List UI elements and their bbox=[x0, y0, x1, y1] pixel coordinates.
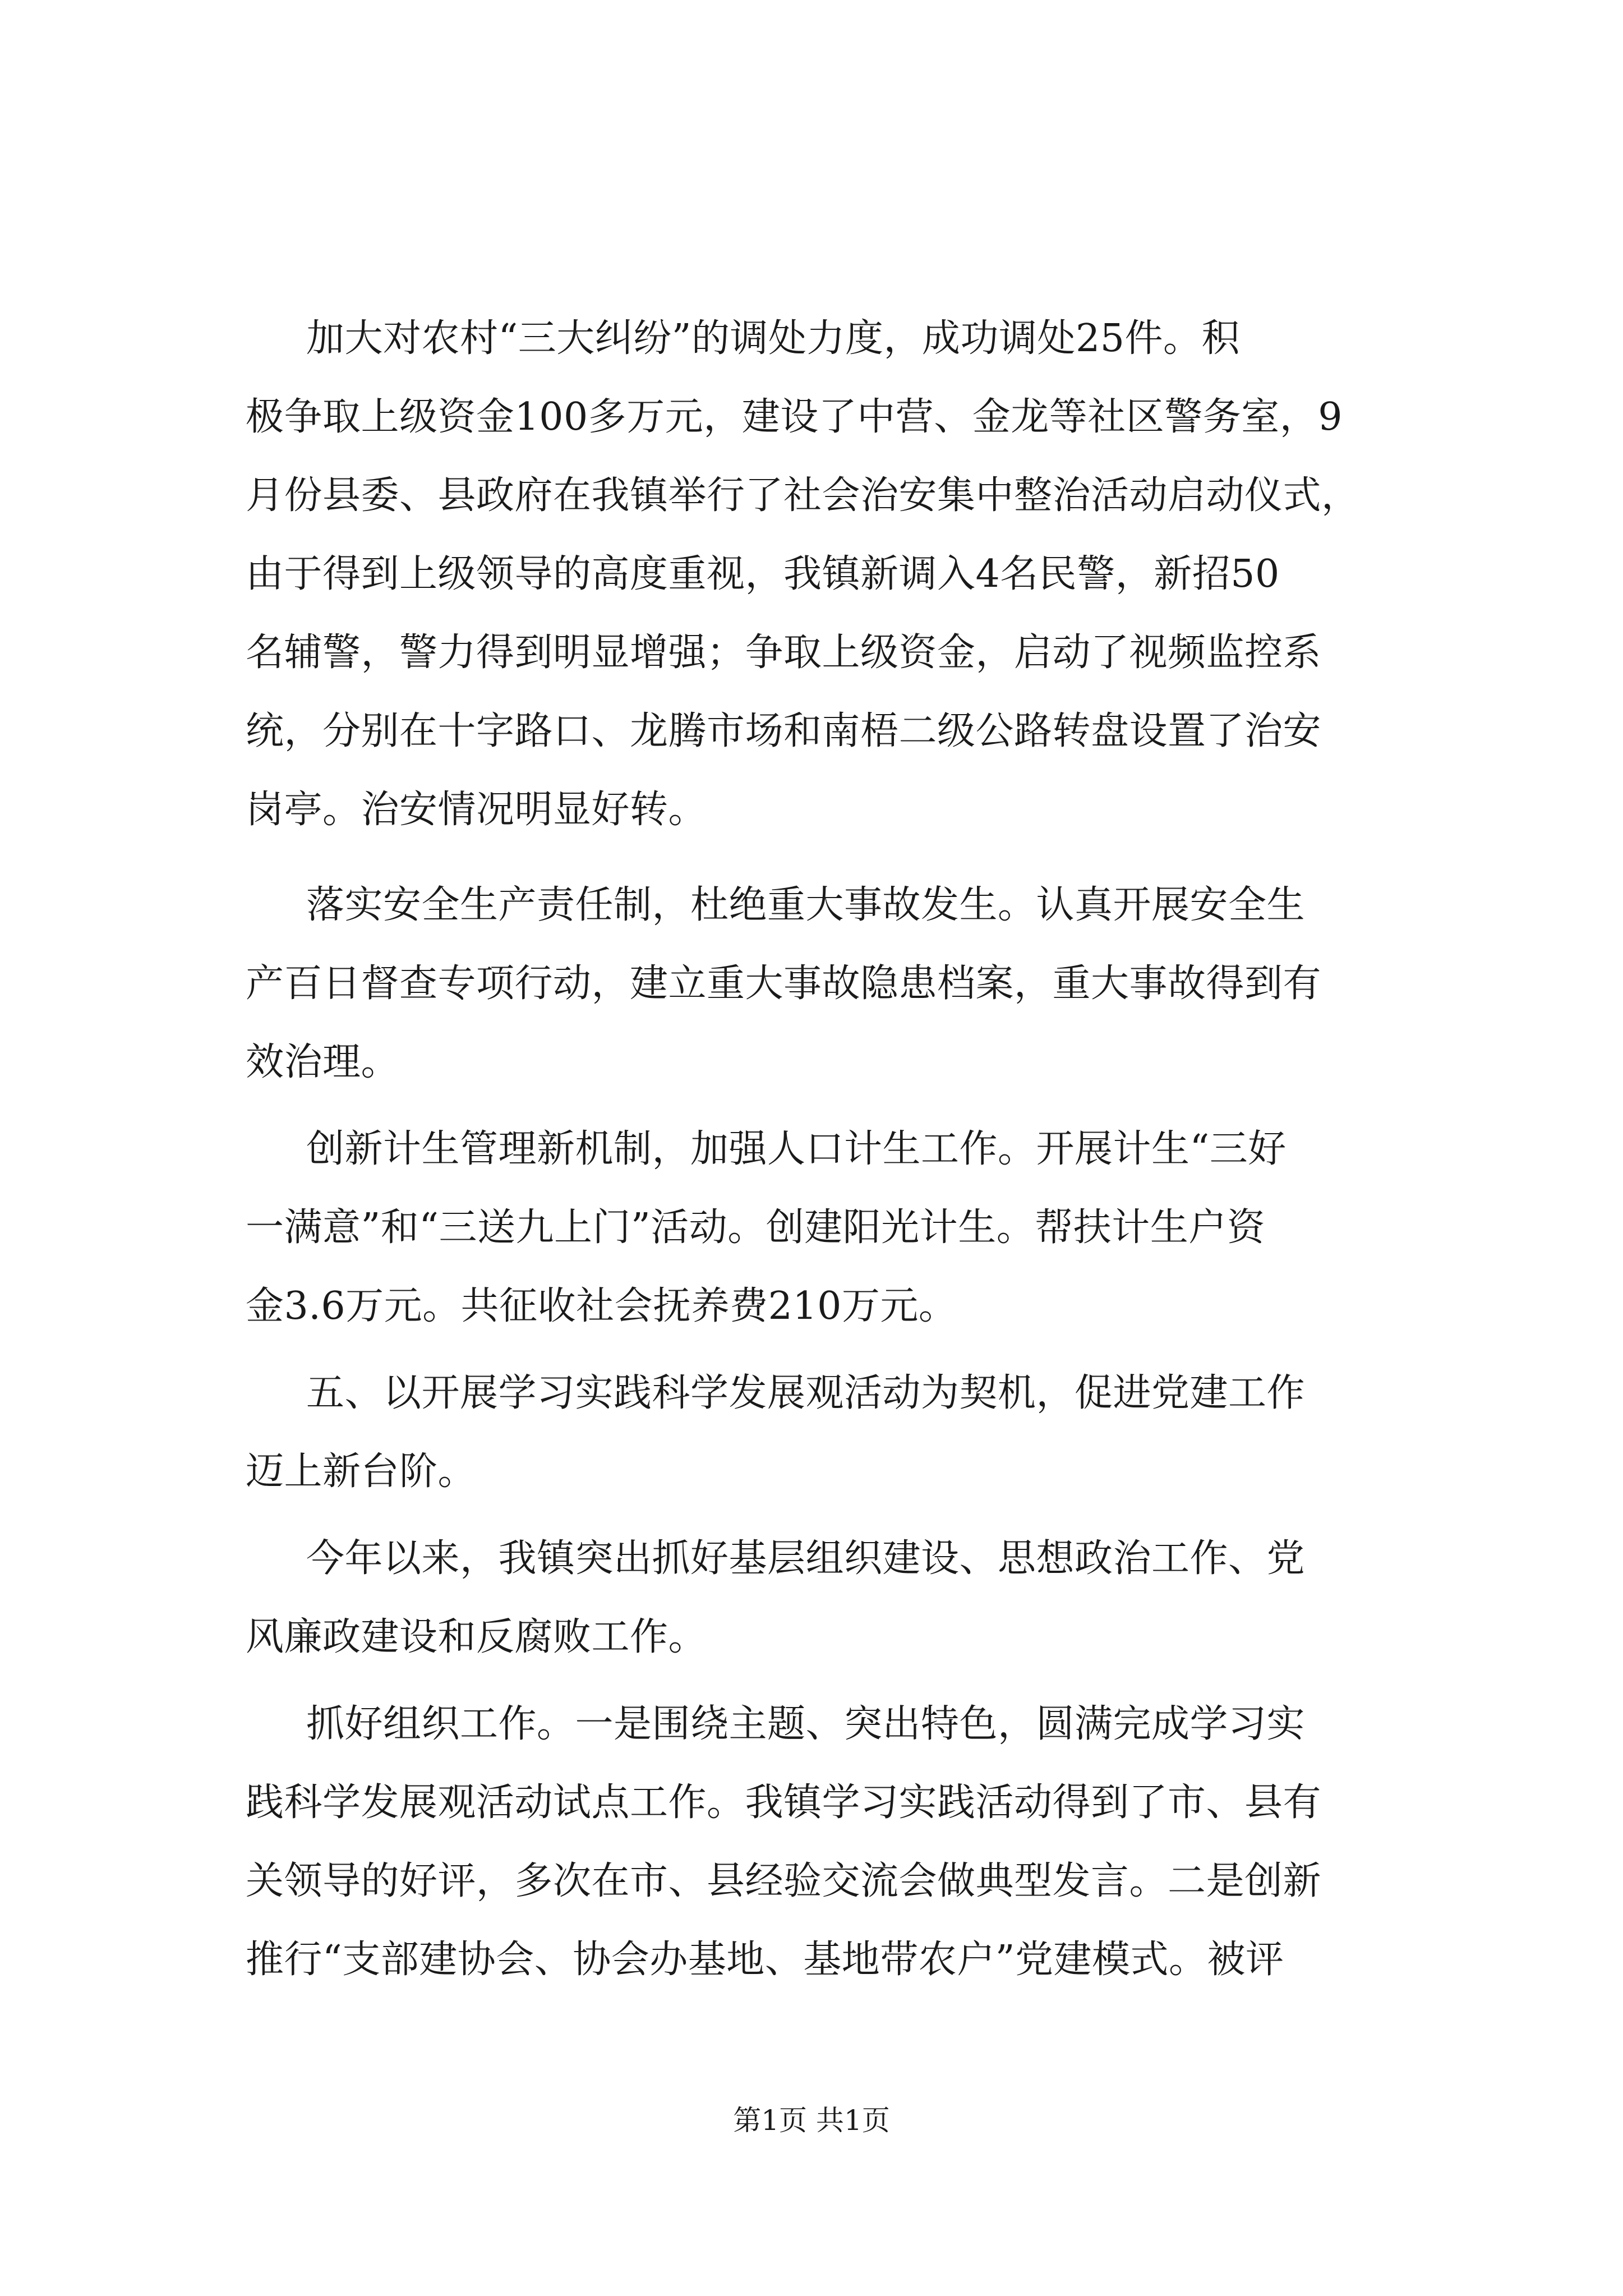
text-line: 名辅警，警力得到明显增强；争取上级资金，启动了视频监控系 bbox=[246, 631, 1322, 675]
text-line: 岗亭。治安情况明显好转。 bbox=[246, 788, 707, 832]
text-line: 效治理。 bbox=[246, 1040, 400, 1084]
text-line: 金3.6万元。共征收社会抚养费210万元。 bbox=[246, 1284, 957, 1328]
text-line: 今年以来，我镇突出抓好基层组织建设、思想政治工作、党 bbox=[306, 1536, 1306, 1581]
text-line: 统，分别在十字路口、龙腾市场和南梧二级公路转盘设置了治安 bbox=[246, 709, 1322, 753]
text-line: 践科学发展观活动试点工作。我镇学习实践活动得到了市、县有 bbox=[246, 1780, 1322, 1825]
text-line: 月份县委、县政府在我镇举行了社会治安集中整治活动启动仪式， bbox=[246, 473, 1360, 518]
text-line: 风廉政建设和反腐败工作。 bbox=[246, 1615, 707, 1659]
text-line: 极争取上级资金100多万元，建设了中营、金龙等社区警务室，9 bbox=[246, 395, 1343, 439]
page-footer: 第1页 共1页 bbox=[733, 2104, 890, 2137]
section-heading: 迈上新台阶。 bbox=[246, 1450, 477, 1494]
text-line: 落实安全生产责任制，杜绝重大事故发生。认真开展安全生 bbox=[306, 883, 1306, 927]
text-line: 创新计生管理新机制，加强人口计生工作。开展计生“三好 bbox=[306, 1127, 1287, 1171]
section-heading: 五、以开展学习实践科学发展观活动为契机，促进党建工作 bbox=[306, 1371, 1306, 1415]
text-line: 加大对农村“三大纠纷”的调处力度，成功调处25件。积 bbox=[306, 316, 1241, 361]
text-line: 抓好组织工作。一是围绕主题、突出特色，圆满完成学习实 bbox=[306, 1702, 1306, 1746]
text-line: 一满意”和“三送九上门”活动。创建阳光计生。帮扶计生户资 bbox=[246, 1205, 1266, 1250]
text-line: 产百日督查专项行动，建立重大事故隐患档案，重大事故得到有 bbox=[246, 961, 1322, 1006]
text-line: 推行“支部建协会、协会办基地、基地带农户”党建模式。被评 bbox=[246, 1938, 1284, 1982]
text-line: 关领导的好评，多次在市、县经验交流会做典型发言。二是创新 bbox=[246, 1859, 1322, 1903]
text-line: 由于得到上级领导的高度重视，我镇新调入4名民警，新招50 bbox=[246, 552, 1280, 596]
